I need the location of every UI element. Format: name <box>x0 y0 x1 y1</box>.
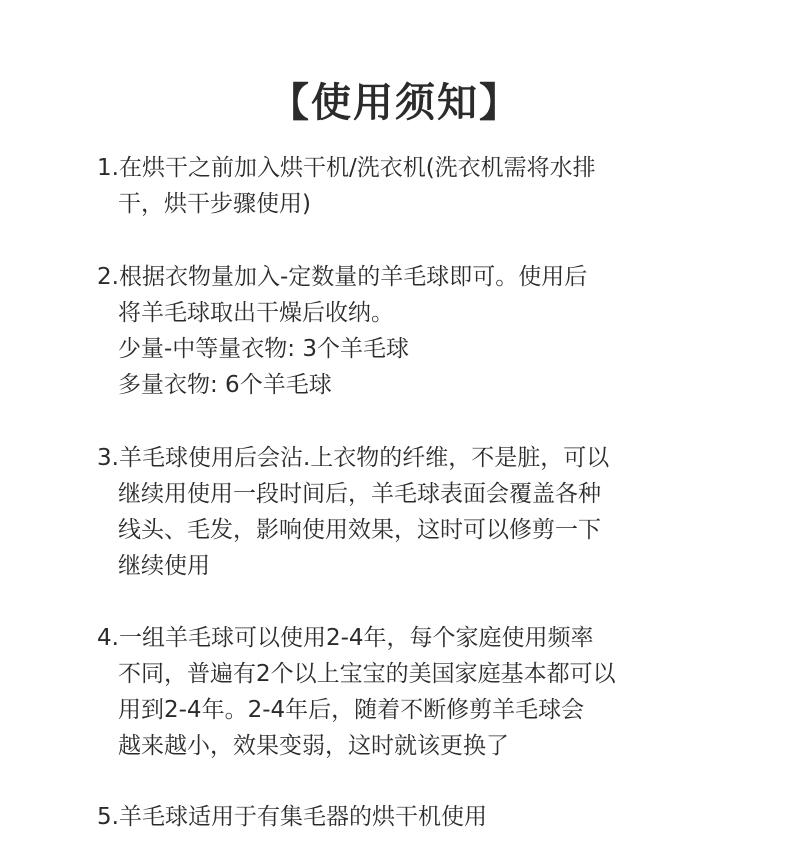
notice-item-4-line-3: 用到2-4年。2-4年后，随着不断修剪羊毛球会 <box>118 697 585 723</box>
notice-item-3-line-4: 继续使用 <box>118 553 210 579</box>
notice-item-4-line-2: 不同，普遍有2个以上宝宝的美国家庭基本都可以 <box>118 661 616 687</box>
notice-item-2-line-2: 将羊毛球取出干燥后收纳。 <box>118 300 394 326</box>
notice-item-1-line-2: 干，烘干步骤使用) <box>118 191 311 217</box>
notice-item-3-line-2: 继续用使用一段时间后，羊毛球表面会覆盖各种 <box>118 481 601 507</box>
notice-item-4-line-1: 4.一组羊毛球可以使用2-4年，每个家庭使用频率 <box>97 625 594 651</box>
notice-item-4 <box>97 620 616 764</box>
notice-item-3-line-3: 线头、毛发，影响使用效果，这时可以修剪一下 <box>118 517 601 543</box>
notice-item-3 <box>97 440 609 584</box>
notice-item-2-line-3: 少量-中等量衣物: 3个羊毛球 <box>118 336 409 362</box>
notice-item-2 <box>97 259 587 403</box>
notice-item-1-line-1: 1.在烘干之前加入烘干机/洗衣机(洗衣机需将水排 <box>97 155 596 181</box>
notice-item-2-line-4: 多量衣物: 6个羊毛球 <box>118 372 332 398</box>
notice-item-5 <box>97 799 487 835</box>
notice-item-1 <box>97 150 596 222</box>
notice-item-4-line-4: 越来越小，效果变弱，这时就该更换了 <box>118 733 509 759</box>
notice-item-3-line-1: 3.羊毛球使用后会沾.上衣物的纤维，不是脏，可以 <box>97 445 610 471</box>
page-title: 【使用须知】 <box>269 80 521 126</box>
notice-item-2-line-1: 2.根据衣物量加入-定数量的羊毛球即可。使用后 <box>97 264 588 290</box>
notice-item-5-line-1: 5.羊毛球适用于有集毛器的烘干机使用 <box>97 804 487 830</box>
